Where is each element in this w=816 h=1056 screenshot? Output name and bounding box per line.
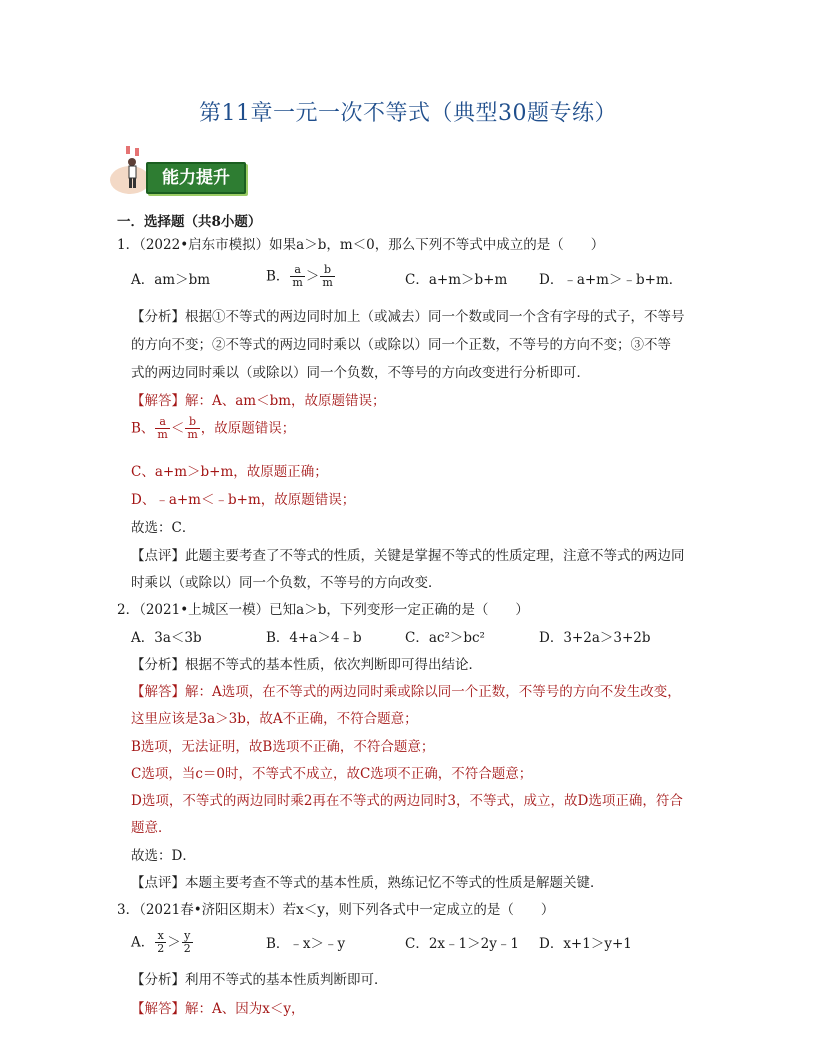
q1-choose: 故选：C． [131, 520, 196, 536]
q2-answer-line-5: D选项，不等式的两边同时乘2再在不等式的两边同时3，不等式，成立，故D选项正确，符合 [131, 793, 683, 809]
q2-choose: 故选：D． [131, 848, 196, 864]
q1-comment-line-2: 时乘以（或除以）同一个负数，不等号的方向改变． [131, 575, 442, 591]
q2-analysis: 【分析】根据不等式的基本性质，依次判断即可得出结论． [131, 657, 482, 673]
badge-label: 能力提升 [146, 162, 246, 194]
q2-answer-line-6: 题意． [131, 820, 172, 836]
q1-option-a: A．am＞bm [131, 272, 211, 288]
q2-answer-line-4: C选项，当c＝0时，不等式不成立，故C选项不正确，不符合题意； [131, 766, 533, 782]
q1-stem: 1．（2022•启东市模拟）如果a＞b，m＜0，那么下列不等式中成立的是（ ） [117, 237, 605, 253]
q3-option-b: B．﹣x＞﹣y [266, 936, 346, 952]
q1-answer-line-b: B、 $\frac{a}{m}$ ＜ $\frac{b}{m}$ ，故原题错误； [131, 415, 296, 441]
q2-option-d: D．3+2a＞3+2b [539, 630, 651, 646]
q1-answer-line-1: 【解答】解：A、am＜bm，故原题错误； [131, 393, 386, 409]
q3-option-d: D．x+1＞y+1 [539, 936, 632, 952]
q1-option-b: B． $\frac{a}{m}$ ＞ $\frac{b}{m}$ [266, 263, 333, 289]
q3-answer-line-1: 【解答】解：A、因为x＜y， [131, 1001, 305, 1017]
q1-option-d: D．﹣a+m＞﹣b+m． [539, 272, 683, 288]
q3-option-a: A． $\frac{x}{2}$ ＞ $\frac{y}{2}$ [131, 929, 191, 955]
q3-analysis: 【分析】利用不等式的基本性质判断即可． [131, 972, 388, 988]
q3-option-c: C．2x﹣1＞2y﹣1 [405, 936, 519, 952]
q2-answer-line-3: B选项，无法证明，故B选项不正确，不符合题意； [131, 739, 435, 755]
q3-stem: 3．（2021春•济阳区期末）若x＜y，则下列各式中一定成立的是（ ） [117, 902, 555, 918]
q2-answer-line-1: 【解答】解：A选项，在不等式的两边同时乘或除以同一个正数，不等号的方向不发生改变， [131, 684, 681, 700]
q1-analysis-line-3: 式的两边同时乘以（或除以）同一个负数，不等号的方向改变进行分析即可． [131, 365, 590, 381]
q2-answer-line-2: 这里应该是3a＞3b，故A不正确，不符合题意； [131, 711, 418, 727]
q2-option-a: A．3a＜3b [131, 630, 202, 646]
q1-answer-line-d: D、﹣a+m＜﹣b+m，故原题错误； [131, 492, 356, 508]
q2-option-b: B．4+a＞4﹣b [266, 630, 362, 646]
q1-option-c: C．a+m＞b+m [405, 272, 508, 288]
q1-analysis-line-1: 【分析】根据①不等式的两边同时加上（或减去）同一个数或同一个含有字母的式子，不等号 [131, 309, 685, 325]
ability-badge [108, 142, 244, 198]
q1-analysis-line-2: 的方向不变；②不等式的两边同时乘以（或除以）同一个正数，不等号的方向不变；③不等 [131, 337, 671, 353]
section-heading: 一．选择题（共8小题） [117, 214, 262, 230]
page-title: 第11章一元一次不等式（典型30题专练） [199, 101, 617, 126]
q2-option-c: C．ac²＞bc² [405, 630, 485, 646]
q2-comment: 【点评】本题主要考查不等式的基本性质，熟练记忆不等式的性质是解题关键． [131, 875, 604, 891]
q2-stem: 2．（2021•上城区一模）已知a＞b，下列变形一定正确的是（ ） [117, 602, 529, 618]
q1-answer-line-c: C、a+m＞b+m，故原题正确； [131, 464, 328, 480]
q1-comment-line-1: 【点评】此题主要考查了不等式的性质，关键是掌握不等式的性质定理，注意不等式的两边同 [131, 548, 685, 564]
